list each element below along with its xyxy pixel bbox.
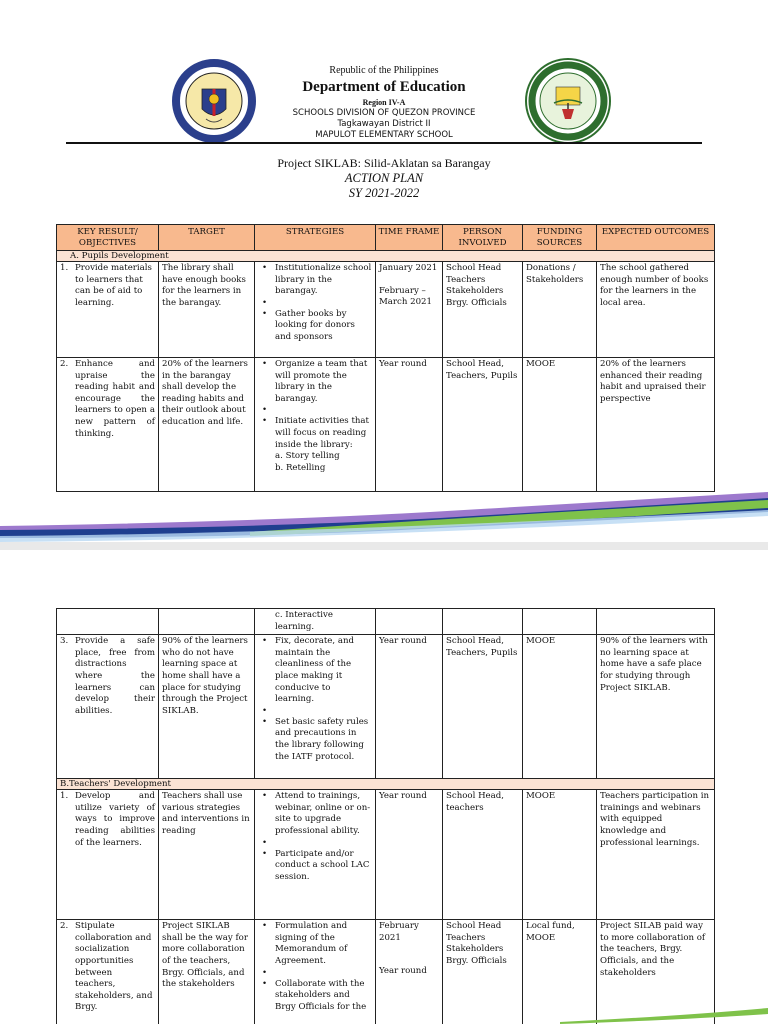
header-rule — [66, 142, 702, 144]
section-pupils-development: A. Pupils Development — [70, 251, 169, 261]
row-number: 2. — [60, 921, 69, 932]
row-number: 1. — [60, 263, 69, 273]
row-number: 1. — [60, 791, 69, 802]
table-header-row — [57, 225, 715, 251]
table-row — [57, 609, 715, 635]
strategy-item: • Initiate activities that will focus on reading inside the library: — [258, 416, 372, 451]
col-objectives: KEY RESULT/ OBJECTIVES — [57, 225, 159, 251]
school-seal-icon — [524, 57, 612, 145]
strategy-item: • Set basic safety rules and precautions in the library following the IATF protocol. — [258, 717, 372, 763]
decorative-corner-wave — [560, 1006, 768, 1024]
strategy-item: • Organize a team that will promote the library in the barangay. — [258, 359, 372, 405]
decorative-wave-footer — [0, 482, 768, 550]
school-year: SY 2021-2022 — [348, 186, 420, 200]
col-target: TARGET — [159, 225, 255, 251]
objective-text: Provide materials to learners that can be of aid to learning. — [75, 263, 152, 308]
action-plan-table-page-2 — [56, 608, 715, 1024]
target-text: Teachers shall use various strategies and interventions in reading — [159, 790, 255, 920]
strategy-item: • Attend to trainings, webinar, online or on-site to upgrade professional ability. — [258, 791, 372, 837]
col-strategies: STRATEGIES — [255, 225, 376, 251]
strategy-item: • Fix, decorate, and maintain the cleanliness of the place making it conducive to learning. — [258, 636, 372, 706]
header-department: Department of Education — [302, 79, 466, 95]
person-text: School Head Teachers Stakeholders Brgy. Officials — [443, 920, 523, 1024]
plan-title: ACTION PLAN — [344, 171, 424, 185]
strategy-item: • Institutionalize school library in the barangay. — [258, 263, 372, 298]
person-text: School Head, Teachers, Pupils — [443, 358, 523, 492]
funding-text: MOOE — [523, 635, 597, 779]
project-title: Project SIKLAB: Silid-Aklatan sa Barangay — [277, 156, 491, 170]
funding-text: MOOE — [523, 790, 597, 920]
target-text: The library shall have enough books for the learners in the barangay. — [159, 262, 255, 358]
table-row — [57, 358, 715, 492]
objective-text: Enhance and upraise the reading habit and encourage the learners to open a new pattern of thinking. — [75, 359, 155, 439]
col-time-frame: TIME FRAME — [376, 225, 443, 251]
strategy-item: • Gather books by looking for donors and sponsors — [258, 309, 372, 344]
objective-text: Stipulate collaboration and socialization opportunities between teachers, stakeholders, and Brgy. — [75, 921, 153, 1013]
header-region: Region IV-A — [362, 98, 406, 107]
time-frame-text: Year round — [376, 358, 443, 492]
outcome-text: The school gathered enough number of books for the learners in the local area. — [597, 262, 715, 358]
section-row — [57, 779, 715, 790]
outcome-text: Project SILAB paid way to more collaboration of the teachers, Brgy. Officials, and the stakeholders — [597, 920, 715, 1024]
objective-text: Develop and utilize variety of ways to improve reading abilities of the learners. — [75, 791, 155, 848]
time-frame-text: Year round — [379, 966, 427, 977]
table-row — [57, 635, 715, 779]
time-frame-text: January 2021 — [379, 263, 438, 273]
strategy-subitem: b. Retelling — [275, 462, 326, 473]
time-frame-text: February 2021 — [379, 921, 419, 943]
header-division: SCHOOLS DIVISION OF QUEZON PROVINCE — [292, 108, 476, 118]
action-plan-table-page-1 — [56, 224, 715, 492]
table-row — [57, 790, 715, 920]
strategy-subitem: c. Interactive learning. — [275, 610, 333, 632]
strategy-subitem: a. Story telling — [275, 451, 340, 462]
outcome-text: 20% of the learners enhanced their reading habit and upraised their perspective — [597, 358, 715, 492]
time-frame-text: Year round — [376, 790, 443, 920]
person-text: School Head, Teachers, Pupils — [443, 635, 523, 779]
target-text: 20% of the learners in the barangay shall develop the reading habits and their outlook about education and life. — [159, 358, 255, 492]
outcome-text: 90% of the learners with no learning space at home have a safe place for studying through Project SIKLAB. — [597, 635, 715, 779]
col-funding-sources: FUNDING SOURCES — [523, 225, 597, 251]
section-teachers-development: B.Teachers' Development — [60, 779, 171, 790]
table-row — [57, 262, 715, 358]
time-frame-text: Year round — [376, 635, 443, 779]
target-text: Project SIKLAB shall be the way for more collaboration of the teachers, Brgy. Officials, and the stakeholders — [159, 920, 255, 1024]
strategy-item: • Collaborate with the stakeholders and Brgy Officials for the — [258, 979, 372, 1014]
funding-text: Donations / Stakeholders — [523, 262, 597, 358]
target-text: 90% of the learners who do not have learning space at home shall have a place for studying through the Project SIKLAB. — [159, 635, 255, 779]
letterhead — [0, 55, 768, 145]
strategy-item: • Formulation and signing of the Memorandum of Agreement. — [258, 921, 372, 967]
time-frame-text: February – March 2021 — [379, 285, 432, 308]
row-number: 3. — [60, 636, 69, 647]
col-expected-outcomes: EXPECTED OUTCOMES — [597, 225, 715, 251]
header-republic: Republic of the Philippines — [329, 65, 439, 76]
strategy-item: • Participate and/or conduct a school LAC session. — [258, 849, 372, 884]
funding-text: MOOE — [523, 358, 597, 492]
funding-text: Local fund, MOOE — [523, 920, 597, 1024]
col-person-involved: PERSON INVOLVED — [443, 225, 523, 251]
deped-seal-icon — [172, 59, 256, 143]
outcome-text: Teachers participation in trainings and webinars with equipped knowledge and professional learnings. — [597, 790, 715, 920]
row-number: 2. — [60, 359, 69, 369]
header-school: MAPULOT ELEMENTARY SCHOOL — [315, 130, 453, 140]
section-row — [57, 251, 715, 262]
person-text: School Head, teachers — [443, 790, 523, 920]
header-district: Tagkawayan District II — [337, 119, 431, 129]
objective-text: Provide a safe place, free from distractions where the learners can develop their abilities. — [75, 636, 155, 716]
person-text: School Head Teachers Stakeholders Brgy. Officials — [443, 262, 523, 358]
